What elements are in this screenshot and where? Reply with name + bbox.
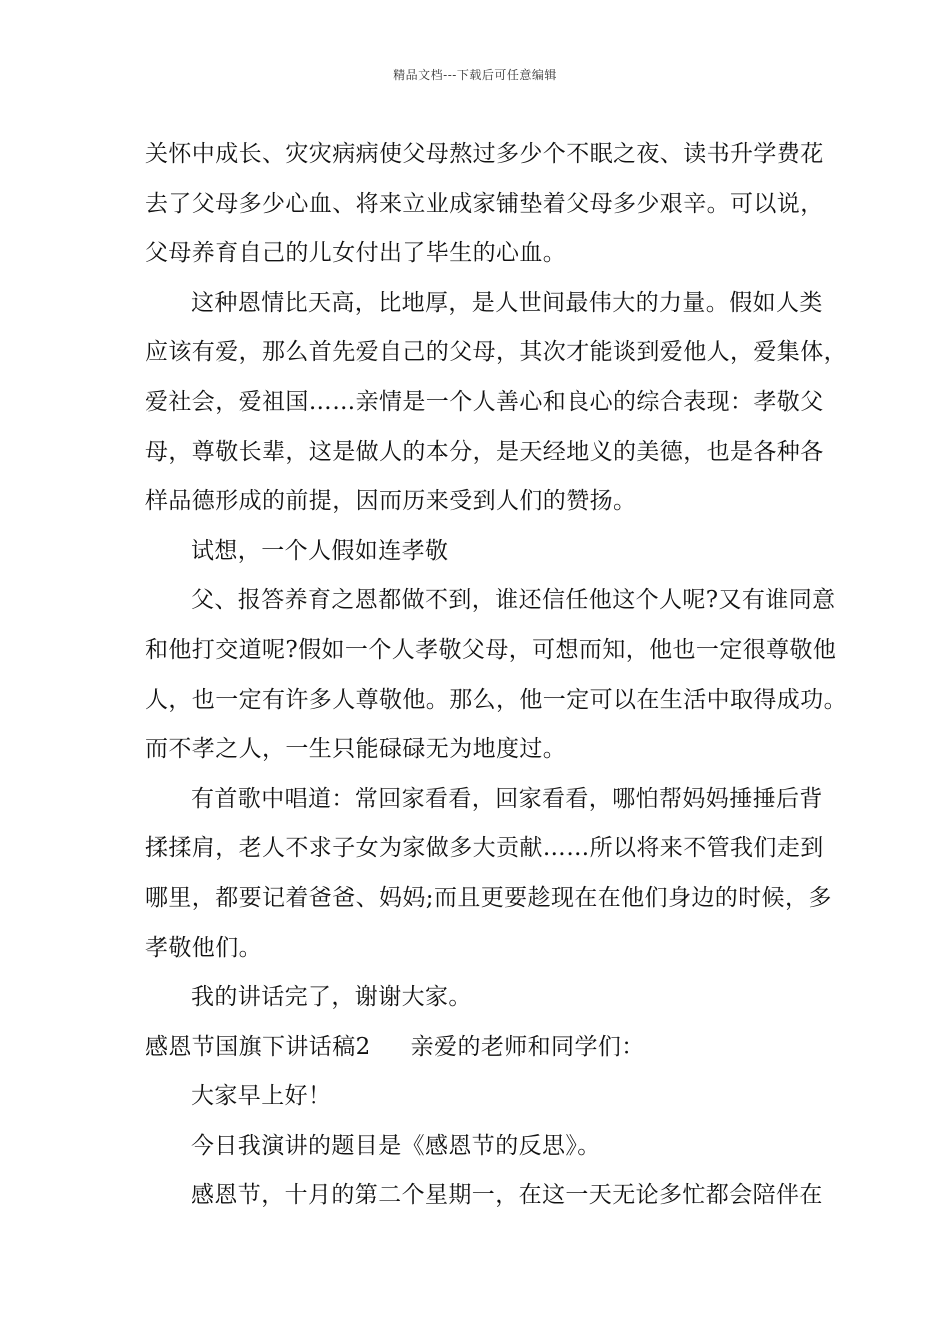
text-line: 哪里，都要记着爸爸、妈妈;而且更要趁现在在他们身边的时候，多	[145, 884, 832, 911]
text-line: 揉揉肩，老人不求子女为家做多大贡献……所以将来不管我们走到	[145, 835, 824, 862]
text-line: 应该有爱，那么首先爱自己的父母，其次才能谈到爱他人，爱集体，	[145, 339, 847, 366]
text-line: 感恩节，十月的第二个星期一，在这一天无论多忙都会陪伴在	[191, 1182, 823, 1209]
text-line: 有首歌中唱道：常回家看看，回家看看，哪怕帮妈妈捶捶后背	[191, 785, 823, 812]
text-line: 而不孝之人，一生只能碌碌无为地度过。	[145, 736, 567, 763]
text-line: 父、报答养育之恩都做不到，谁还信任他这个人呢?又有谁同意	[191, 587, 836, 614]
paragraph	[145, 130, 825, 279]
section-title: 感恩节国旗下讲话稿2	[145, 1033, 371, 1060]
salutation: 亲爱的老师和同学们：	[410, 1033, 645, 1060]
topic-paragraph: 今日我演讲的题目是《感恩节的反思》。	[191, 1132, 601, 1159]
text-line: 爱社会，爱祖国……亲情是一个人善心和良心的综合表现：孝敬父	[145, 388, 824, 415]
text-line: 我的讲话完了，谢谢大家。	[191, 984, 472, 1011]
paragraph	[145, 973, 825, 1023]
text-line: 父母养育自己的儿女付出了毕生的心血。	[145, 240, 567, 267]
section-heading	[145, 1023, 825, 1073]
text-line: 试想，一个人假如连孝敬	[191, 537, 449, 564]
text-line: 去了父母多少心血、将来立业成家铺垫着父母多少艰辛。可以说，	[145, 190, 824, 217]
paragraph	[145, 279, 847, 527]
document-body	[145, 130, 847, 1221]
text-line: 和他打交道呢?假如一个人孝敬父母，可想而知，他也一定很尊敬他	[145, 636, 837, 663]
paragraph	[145, 576, 847, 774]
heading-gap	[371, 1023, 411, 1073]
paragraph	[145, 527, 825, 577]
greeting-paragraph: 大家早上好！	[191, 1083, 332, 1110]
page-header: 精品文档---下载后可任意编辑	[393, 68, 557, 82]
text-line: 关怀中成长、灾灾病病使父母熬过多少个不眠之夜、读书升学费花	[145, 141, 824, 167]
text-line: 孝敬他们。	[145, 934, 262, 961]
text-line: 人，也一定有许多人尊敬他。那么，他一定可以在生活中取得成功。	[145, 686, 847, 713]
text-line: 母，尊敬长辈，这是做人的本分，是天经地义的美德，也是各种各	[145, 438, 824, 465]
text-line: 样品德形成的前提，因而历来受到人们的赞扬。	[145, 488, 637, 515]
text-line: 这种恩情比天高，比地厚，是人世间最伟大的力量。假如人类	[191, 289, 823, 316]
paragraph	[145, 775, 832, 973]
